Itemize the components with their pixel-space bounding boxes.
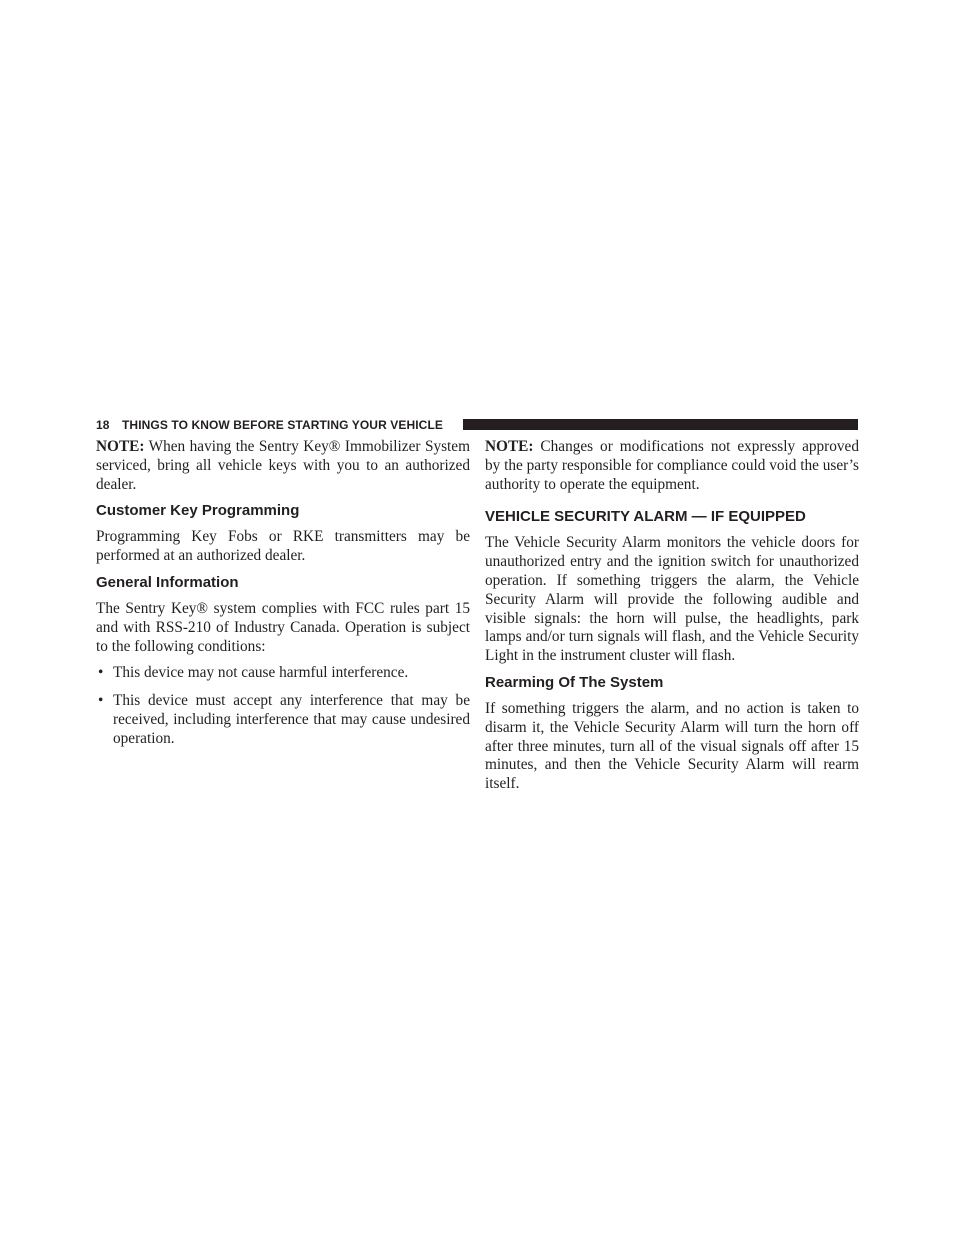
note-label: NOTE: (485, 438, 534, 455)
customer-key-paragraph: Programming Key Fobs or RKE transmitters may be performed at an authorized dealer. (96, 528, 470, 565)
note-modifications (485, 438, 859, 494)
page-number: 18 (96, 418, 110, 432)
section-title: THINGS TO KNOW BEFORE STARTING YOUR VEHICLE (122, 418, 443, 432)
alarm-paragraph: The Vehicle Security Alarm monitors the vehicle doors for unauthorized entry and the ignition switch for unauthorized operation. If something triggers the alarm, the Vehicle Security Alarm will provide the following audible and visible signals: the horn will pulse, the headlights, park lamps and/or turn signals will flash, and the Vehicle Security Light in the instrument cluster will flash. (485, 534, 859, 665)
conditions-list (96, 664, 470, 748)
note-sentry-key-service (96, 438, 470, 494)
left-column (96, 438, 470, 758)
page-header (96, 416, 858, 434)
heading-rearming-system: Rearming Of The System (485, 673, 664, 691)
header-rule-bar (463, 419, 858, 430)
heading-vehicle-security-alarm: VEHICLE SECURITY ALARM — IF EQUIPPED (485, 508, 806, 526)
right-column (485, 438, 859, 802)
note-text: When having the Sentry Key® Immobilizer System serviced, bring all vehicle keys with you to an authorized dealer. (96, 438, 470, 493)
bullet-icon: • (98, 692, 104, 710)
note-label: NOTE: (96, 438, 145, 455)
bullet-icon: • (98, 664, 104, 682)
heading-customer-key-programming: Customer Key Programming (96, 502, 300, 520)
rearming-paragraph: If something triggers the alarm, and no action is taken to disarm it, the Vehicle Security Alarm will turn the horn off after three minutes, turn all of the visual signals off after 15 minutes, and then the Vehicle Security Alarm will rearm itself. (485, 699, 859, 793)
list-item (96, 692, 470, 748)
list-item-text: This device may not cause harmful interference. (113, 664, 409, 682)
general-info-paragraph: The Sentry Key® system complies with FCC rules part 15 and with RSS-210 of Industry Canada. Operation is subject to the following conditions: (96, 599, 470, 655)
list-item-text: This device must accept any interference that may be received, including interference that may cause undesired operation. (113, 692, 470, 747)
list-item (96, 664, 470, 683)
heading-general-information: General Information (96, 573, 239, 591)
note-text: Changes or modifications not expressly approved by the party responsible for compliance could void the user’s authority to operate the equipment. (485, 438, 859, 493)
